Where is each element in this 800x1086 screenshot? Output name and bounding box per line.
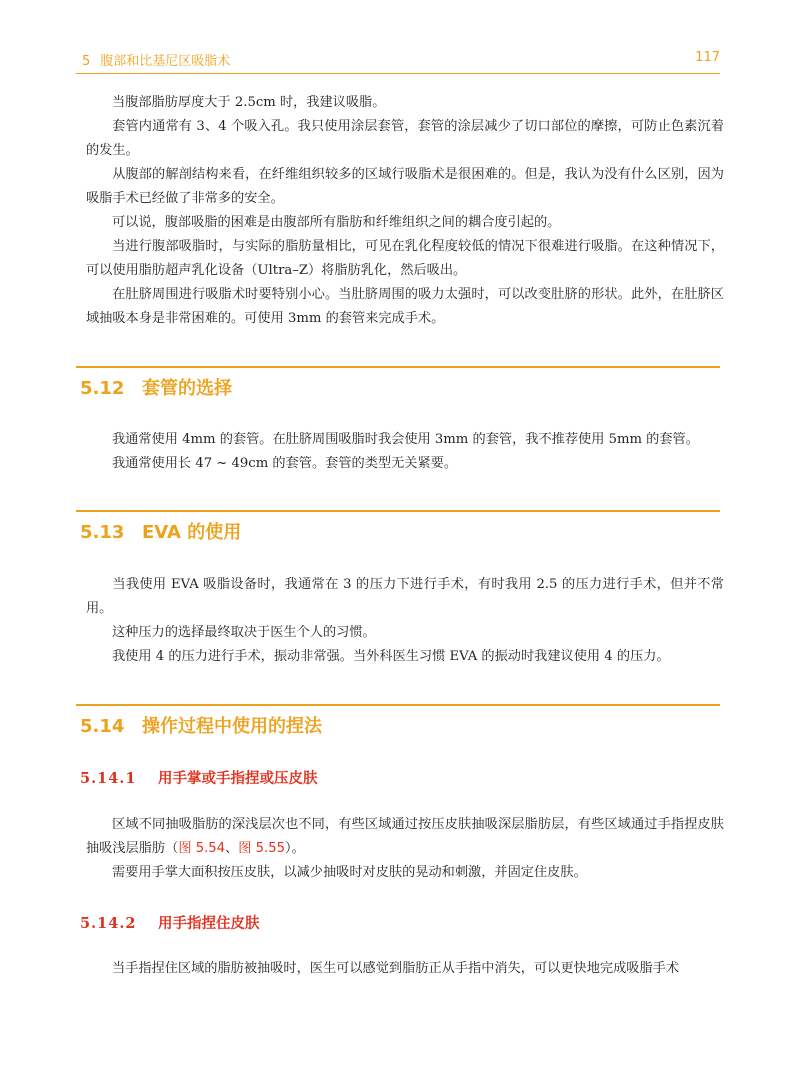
chapter-label: [82, 50, 230, 69]
intro-paragraph-2: 套管内通常有 3、4 个吸入孔。我只使用涂层套管，套管的涂层减少了切口部位的摩擦，可防止色素沉着的发生。: [86, 119, 724, 158]
section-title: 套管的选择: [142, 378, 232, 399]
s512-paragraph-1: 我通常使用 4mm 的套管。在肚脐周围吸脂时我会使用 3mm 的套管，我不推荐使用 5mm 的套管。: [112, 432, 699, 447]
s5142-paragraph-1: 当手指捏住区域的脂肪被抽吸时，医生可以感觉到脂肪正从手指中消失，可以更快地完成吸脂手术: [112, 961, 680, 976]
figure-ref-link[interactable]: 图 5.55: [238, 841, 285, 856]
intro-paragraph-5: 当进行腹部吸脂时，与实际的脂肪量相比，可见在乳化程度较低的情况下很难进行吸脂。在这种情况下，可以使用脂肪超声乳化设备（Ultra–Z）将脂肪乳化，然后吸出。: [86, 239, 724, 278]
s513-paragraph-3: 我使用 4 的压力进行手术，振动非常强。当外科医生习惯 EVA 的振动时我建议使用 4 的压力。: [112, 649, 670, 664]
page-number: 117: [695, 50, 720, 65]
section-number: 5.13: [80, 522, 125, 543]
intro-paragraph-1: 当腹部脂肪厚度大于 2.5cm 时，我建议吸脂。: [112, 95, 386, 110]
section-rule: [76, 510, 720, 512]
subsection-number: 5.14.1: [80, 770, 137, 787]
section-rule: [76, 704, 720, 706]
running-header: [76, 50, 720, 70]
s513-paragraph-1: 当我使用 EVA 吸脂设备时，我通常在 3 的压力下进行手术，有时我用 2.5 的压力进行手术，但并不常用。: [86, 577, 724, 616]
section-number: 5.14: [80, 716, 125, 737]
intro-paragraph-4: 可以说，腹部吸脂的困难是由腹部所有脂肪和纤维组织之间的耦合度引起的。: [112, 215, 561, 230]
subsection-heading-5-14-2: [80, 912, 260, 933]
section-number: 5.12: [80, 378, 125, 399]
section-heading-5-14: [80, 712, 322, 738]
chapter-number: 5: [82, 54, 91, 69]
section-rule: [76, 366, 720, 368]
figure-ref-link[interactable]: 图 5.54: [178, 841, 226, 856]
s512-paragraph-2: 我通常使用长 47 ~ 49cm 的套管。套管的类型无关紧要。: [112, 456, 458, 471]
s5141-paragraph-2: 需要用手掌大面积按压皮肤，以减少抽吸时对皮肤的晃动和刺激，并固定住皮肤。: [112, 865, 587, 880]
subsection-heading-5-14-1: [80, 767, 318, 788]
section-title: 操作过程中使用的捏法: [142, 716, 322, 737]
subsection-title: 用手掌或手指捏或压皮肤: [158, 770, 318, 787]
section-heading-5-13: [80, 518, 241, 544]
section-title: EVA 的使用: [142, 522, 242, 543]
subsection-title: 用手指捏住皮肤: [158, 915, 260, 932]
header-rule: [76, 73, 720, 74]
intro-paragraph-6: 在肚脐周围进行吸脂术时要特别小心。当肚脐周围的吸力太强时，可以改变肚脐的形状。此外，在肚脐区域抽吸本身是非常困难的。可使用 3mm 的套管来完成手术。: [86, 287, 724, 326]
section-heading-5-12: [80, 374, 232, 400]
subsection-number: 5.14.2: [80, 915, 137, 932]
s5141-paragraph-1: 区域不同抽吸脂肪的深浅层次也不同，有些区域通过按压皮肤抽吸深层脂肪层，有些区域通过手指捏皮肤抽吸浅层脂肪（图 5.54、图 5.55）。: [86, 817, 724, 856]
intro-paragraph-3: 从腹部的解剖结构来看，在纤维组织较多的区域行吸脂术是很困难的。但是，我认为没有什么区别，因为吸脂手术已经做了非常多的安全。: [86, 167, 724, 206]
chapter-title: 腹部和比基尼区吸脂术: [100, 54, 231, 69]
s513-paragraph-2: 这种压力的选择最终取决于医生个人的习惯。: [112, 625, 376, 640]
